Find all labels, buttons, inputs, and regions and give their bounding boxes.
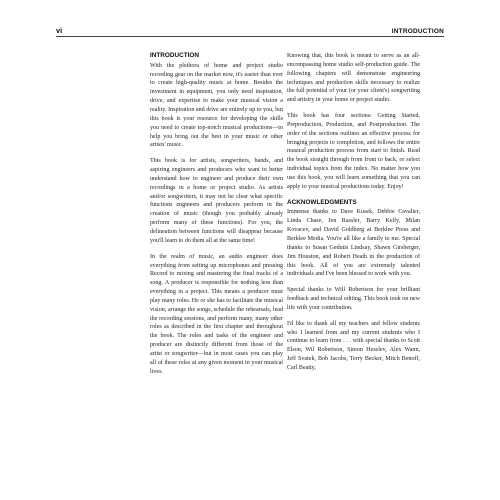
intro-paragraph-3: In the realm of music, an audio engineer does everything from setting up microphones and pressing Record to mixing and mastering the final tracks of a song. A producer is responsible for nothing less than everything in a project. This means a producer must play many roles. He or she has to facilitate the musical vision, arrange the songs, schedule the rehearsals, lead the recording sessions, and perform many, many other roles as described in the first chapter and throughout the book. The roles and tasks of the engineer and producer are distinctly different from those of the artist or songwriter—but in most cases you can play all of these roles at any given moment in your musical lives. (150, 253, 283, 375)
acknowledgments-paragraph-1: Immense thanks to Dave Kusek, Debbie Cavalier, Linda Chase, Jen Rassler, Barry Kelly, Milan Kovacev, and David Goldberg at Berklee Press and Berklee Media. You're all like a family to me. Special thanks to Susan Gedutis Lindsay, Shawn Girsberger, Jim Houston, and Robert Heath in the production of this book. All of you are extremely talented individuals and I've been blessed to work with you. (287, 209, 420, 278)
intro-paragraph-1: With the plethora of home and project studio recording gear on the market now, it's easier than ever to create high-quality music at home. Besides the investment in equipment, you only need inspiration, drive, and expertise to make your musical vision a reality. Inspiration and drive are entirely up to you, but this book is your resource for developing the skills you need to create top-notch musical productions—to help you bring out the best in your music or other artists' music. (150, 62, 283, 149)
acknowledgments-paragraph-3: I'd like to thank all my teachers and fellow students who I learned from and my current students who I continue to learn from . . . with special thanks to Scott Elson, Wil Robertson, Simon Heselev, Alex Wann, Jeff Svatek, Bob Jacobs, Terry Becker, Mitch Benoff, Carl Beatty, (287, 320, 420, 371)
left-text-column (150, 52, 283, 383)
acknowledgments-heading: ACKNOWLEDGMENTS (287, 198, 357, 206)
running-section-title: INTRODUCTION (391, 28, 444, 35)
intro-paragraph-4: Knowing that, this book is meant to serve as an all-encompassing home studio self-production guide. The following chapters will demonstrate engineering techniques and production skills necessary to realize the full potential of your (or your client's) songwriting and artistry in your home or project studio. (287, 53, 420, 104)
intro-paragraph-2: This book is for artists, songwriters, bands, and aspiring engineers and producers who want to better understand how to engineer and produce their own recordings in a home or project studio. As artists and/or songwriters, it may not be clear what specific functions engineers and producers perform in the creation of music (though you probably already perform many of these functions). For you, the delineation between functions will disappear because you'll learn to do them all at the same time! (150, 158, 283, 244)
acknowledgments-paragraph-2: Special thanks to Will Robertson for your brilliant feedback and technical editing. This book took on new life with your contribution. (287, 287, 420, 311)
right-text-column (287, 52, 420, 380)
page-number: vi (56, 26, 63, 35)
introduction-heading: INTRODUCTION (150, 52, 199, 59)
running-header (56, 26, 444, 37)
intro-paragraph-5: This book has four sections: Getting Started, Preproduction, Production, and Postproduction. The order of the sections outlines an effective process for bringing projects to completion, and follows the entire musical production process from start to finish. Read the book straight through from front to back, or select individual topics from the index. No matter how you use this book, you will learn something that you can apply to your musical productions today. Enjoy! (287, 113, 420, 190)
